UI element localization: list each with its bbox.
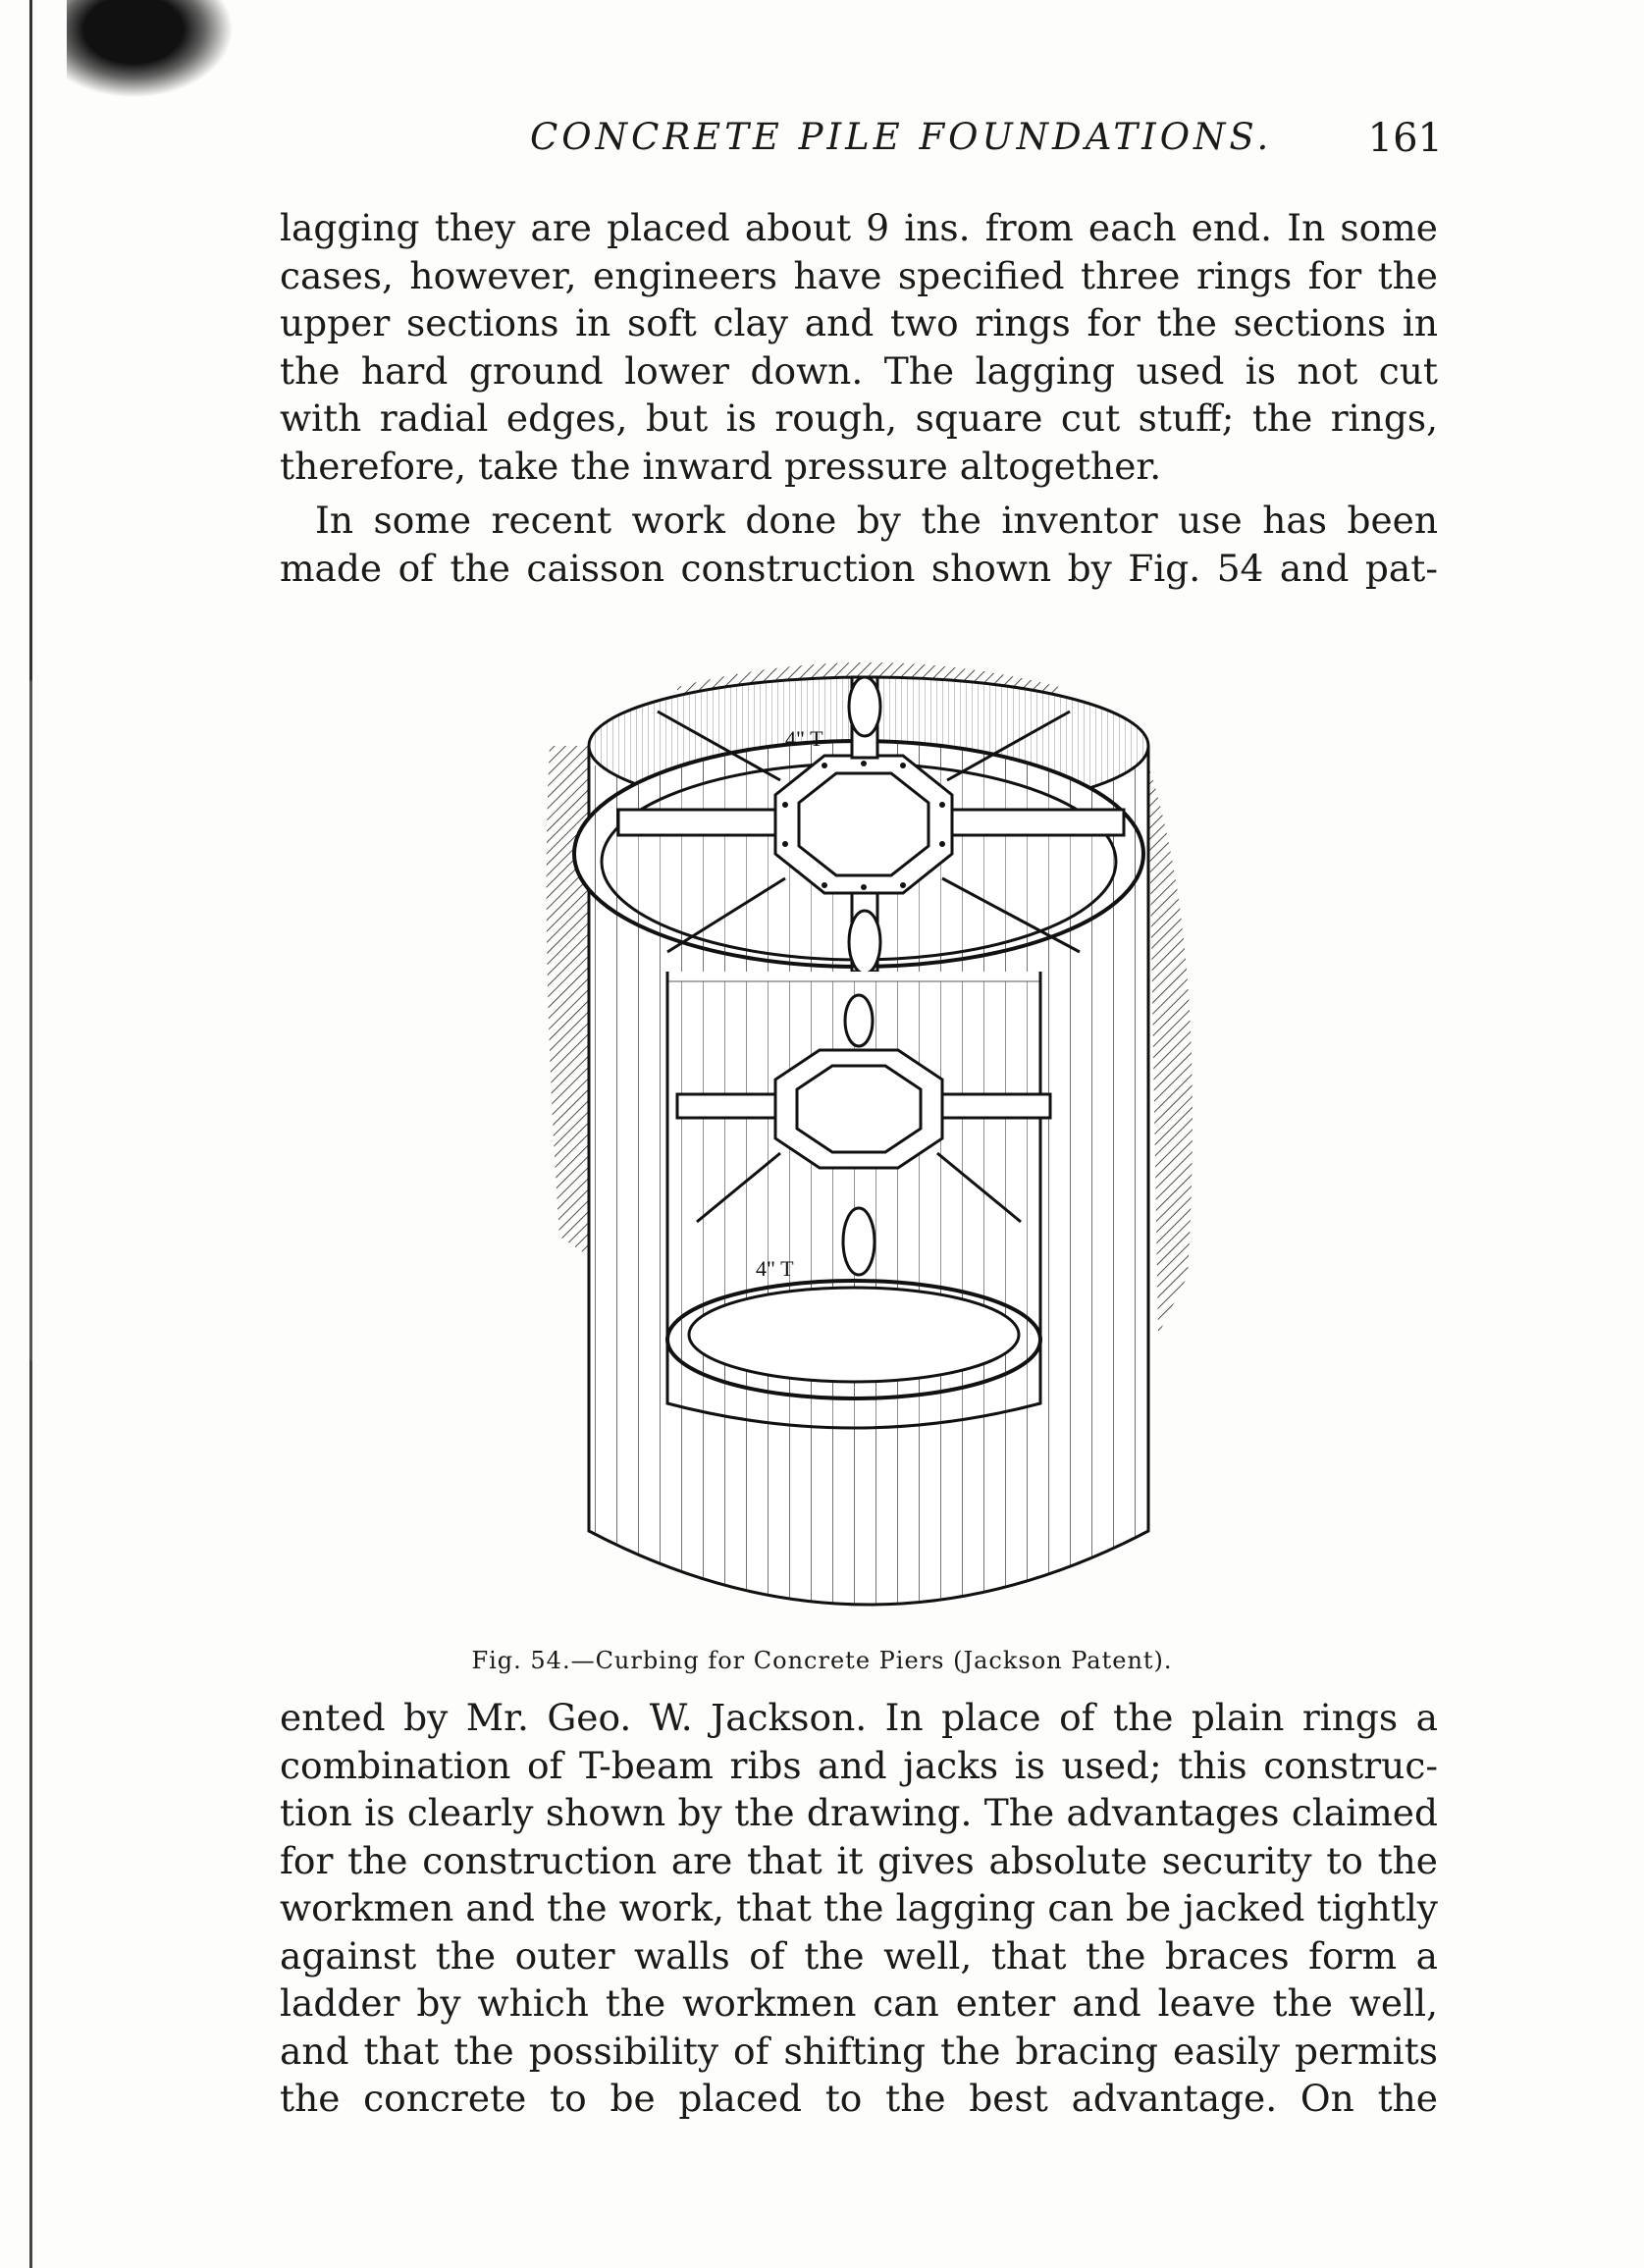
- upper-octagon-frame: [775, 756, 952, 893]
- text-line: ladder by which the workmen can enter and leave the well,: [280, 1981, 1438, 2025]
- scan-blot: [67, 0, 234, 98]
- text-line: therefore, take the inward pressure altogether.: [280, 444, 1162, 488]
- paragraph-1: [280, 204, 1438, 490]
- text-line: the hard ground lower down. The lagging used is not cut: [280, 348, 1438, 393]
- text-line: tion is clearly shown by the drawing. The advantages claimed: [280, 1791, 1438, 1834]
- page-header: [275, 116, 1443, 165]
- text-line: ented by Mr. Geo. W. Jackson. In place of the plain rings a: [280, 1696, 1438, 1739]
- text-line: workmen and the work, that the lagging can be jacked tightly: [280, 1886, 1438, 1929]
- text-line: the concrete to be placed to the best advantage. On the: [280, 2077, 1438, 2120]
- text-line: combination of T-beam ribs and jacks is used; this construc-: [280, 1743, 1438, 1787]
- text-line: lagging they are placed about 9 ins. from each end. In some: [280, 206, 1438, 249]
- text-line: upper sections in soft clay and two rings for the sections in: [280, 301, 1438, 344]
- text-line: for the construction are that it gives absolute security to the: [280, 1838, 1438, 1882]
- text-line: against the outer walls of the well, that the braces form a: [280, 1933, 1438, 1978]
- caisson-curbing-figure: [530, 648, 1207, 1639]
- figure-caption: Fig. 54.—Curbing for Concrete Piers (Jackson Patent).: [471, 1647, 1173, 1674]
- figure-label: 4" T: [785, 726, 823, 751]
- scan-edge: [29, 0, 32, 2268]
- text-line: and that the possibility of shifting the bracing easily permits: [280, 2029, 1438, 2073]
- text-line: made of the caisson construction shown by Fig. 54 and pat-: [280, 546, 1438, 590]
- page-number: 161: [1367, 116, 1443, 161]
- paragraph-2: [280, 497, 1438, 592]
- paragraph-3: [280, 1694, 1438, 2123]
- figure-label: 4" T: [756, 1256, 794, 1281]
- running-title: CONCRETE PILE FOUNDATIONS.: [530, 116, 1273, 158]
- text-line: with radial edges, but is rough, square cut stuff; the rings,: [280, 396, 1438, 440]
- text-line: cases, however, engineers have specified three rings for the: [280, 253, 1438, 297]
- text-line: In some recent work done by the inventor use has been: [315, 499, 1438, 542]
